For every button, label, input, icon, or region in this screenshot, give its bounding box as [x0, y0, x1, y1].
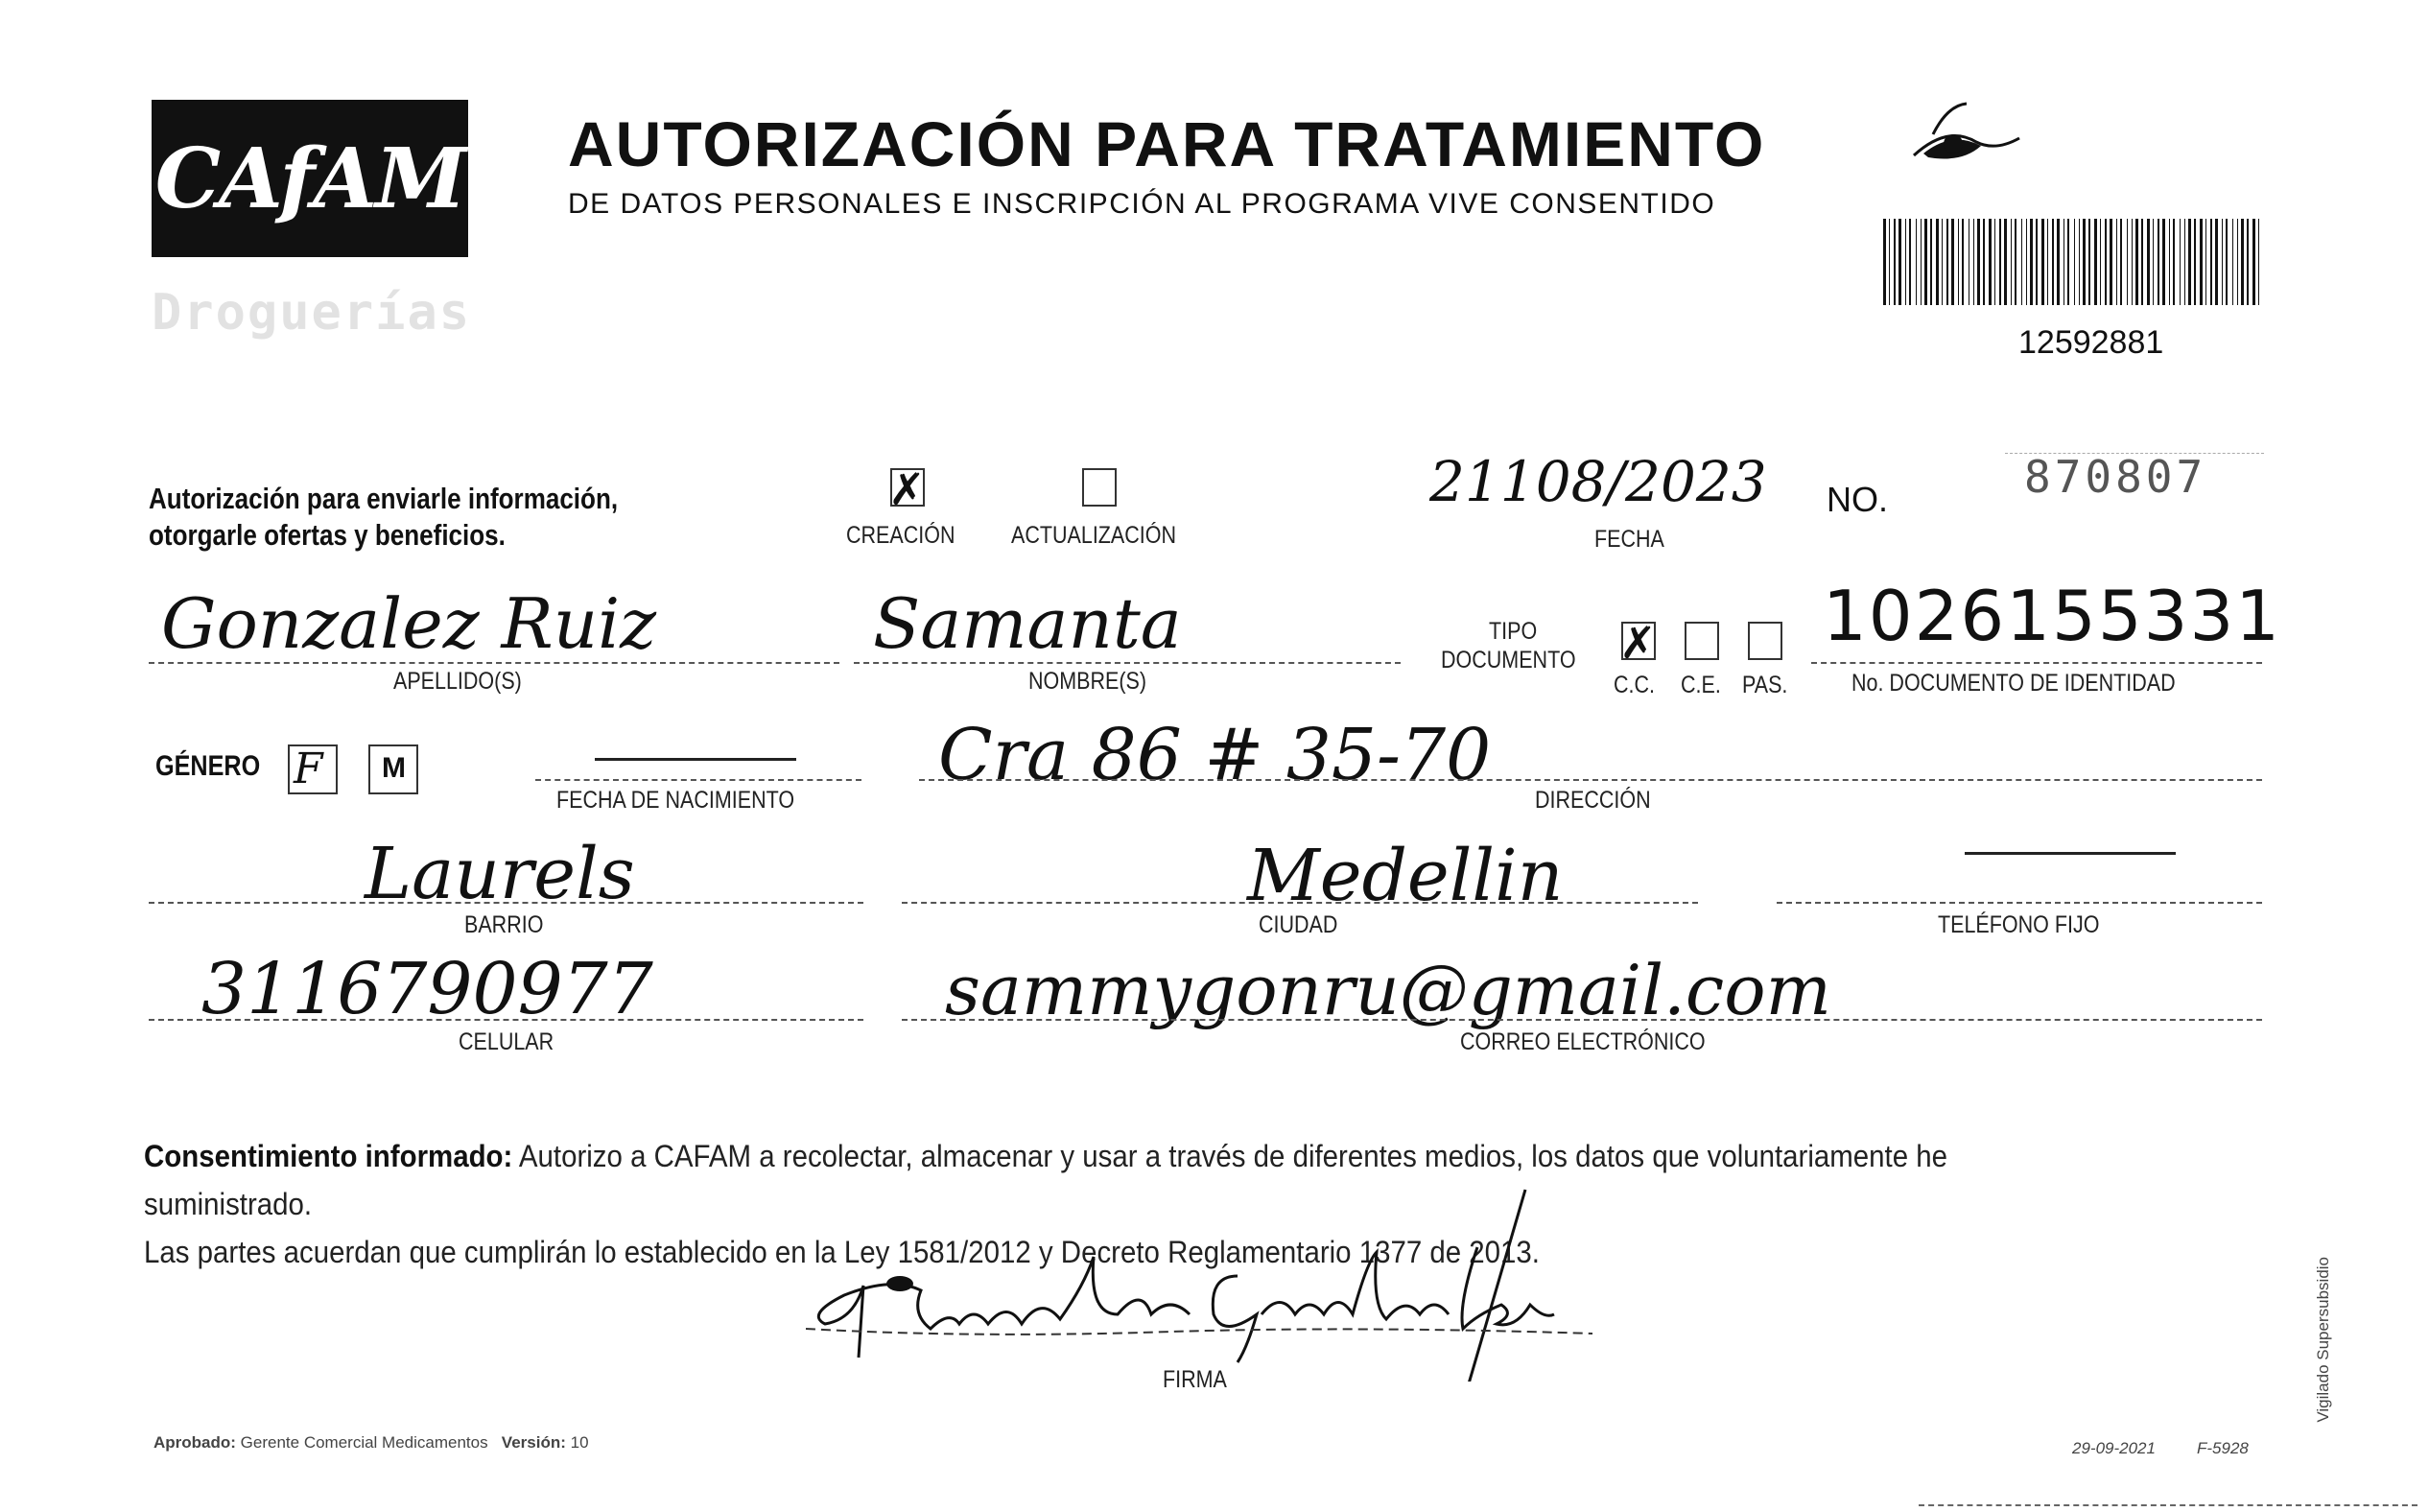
barrio-value: Laurels	[365, 833, 635, 915]
barcode-bar	[2041, 219, 2044, 305]
logo-subtitle: Droguerías	[152, 284, 472, 342]
direccion-label: DIRECCIÓN	[1535, 787, 1651, 814]
consent-heading: Consentimiento informado:	[144, 1139, 513, 1173]
barcode-bar	[1999, 219, 2001, 305]
barcode-bar	[1921, 219, 1922, 305]
barcode-bar	[2205, 219, 2206, 305]
barcode-bar	[2200, 219, 2203, 305]
consent-body-line1: Autorizo a CAFAM a recolectar, almacenar y usar a través de diferentes medios, los datos que voluntariamente he suministrado.	[144, 1139, 1948, 1221]
barcode-bar	[2158, 219, 2159, 305]
barcode-bar	[2063, 219, 2064, 305]
barcode-bar	[1930, 219, 1932, 305]
correo-value: sammygonru@gmail.com	[945, 950, 1831, 1030]
cc-label: C.C.	[1614, 672, 1655, 698]
fecha-nacimiento-field[interactable]	[535, 779, 861, 781]
barcode-bar	[2141, 219, 2143, 305]
no-value: 870807	[2024, 451, 2207, 503]
direccion-field[interactable]	[919, 779, 2262, 781]
barcode-bar	[2052, 219, 2054, 305]
ciudad-field[interactable]	[902, 902, 1698, 904]
barcode-number: 12592881	[2018, 324, 2164, 361]
barcode-bar	[2021, 219, 2022, 305]
barcode-bar	[2074, 219, 2075, 305]
footer-form-code: F-5928	[2197, 1439, 2249, 1457]
cc-check-mark: ✗	[1619, 617, 1657, 669]
barcode-bar	[1951, 219, 1954, 305]
barcode-bar	[2184, 219, 2185, 305]
signature-drawing	[787, 1170, 1612, 1382]
apellidos-label: APELLIDO(S)	[393, 668, 522, 695]
barcode-bar	[2110, 219, 2112, 305]
direccion-value: Cra 86 # 35-70	[938, 714, 1492, 796]
fecha-nacimiento-stroke	[595, 758, 796, 761]
barcode-bar	[1924, 219, 1927, 305]
barcode-bar	[2215, 219, 2218, 305]
fecha-nacimiento-label: FECHA DE NACIMIENTO	[556, 787, 795, 814]
barcode-bar	[2100, 219, 2101, 305]
barcode-bar	[2083, 219, 2086, 305]
logo-text: CAfAM	[154, 130, 465, 227]
barcode-bar	[2162, 219, 2165, 305]
barcode-bar	[2105, 219, 2107, 305]
barcode-bar	[1894, 219, 1896, 305]
barcode-bar	[2180, 219, 2181, 305]
version-value: 10	[570, 1433, 589, 1452]
documento-label: DOCUMENTO	[1441, 647, 1576, 673]
barcode-bar	[1936, 219, 1939, 305]
barcode-bar	[2210, 219, 2212, 305]
barcode-bar	[2252, 219, 2255, 305]
barcode-bar	[2135, 219, 2138, 305]
barcode-bar	[1977, 219, 1980, 305]
barcode-bar	[2015, 219, 2016, 305]
actualizacion-checkbox[interactable]	[1082, 468, 1117, 507]
ce-checkbox[interactable]	[1685, 622, 1719, 660]
genero-label: GÉNERO	[155, 750, 261, 782]
ciudad-value: Medellin	[1247, 835, 1564, 917]
barrio-field[interactable]	[149, 902, 863, 904]
barcode-bar	[2173, 219, 2175, 305]
footer-date-code: 29-09-2021	[2072, 1439, 2156, 1457]
authorization-text-line1: Autorización para enviarle información,	[149, 482, 619, 515]
correo-label: CORREO ELECTRÓNICO	[1460, 1028, 1706, 1055]
genero-f-mark: F	[294, 744, 323, 793]
celular-label: CELULAR	[459, 1028, 554, 1055]
barcode-bar	[2116, 219, 2117, 305]
barcode-bar	[2036, 219, 2038, 305]
barcode-bar	[1905, 219, 1906, 305]
doc-value: 1026155331	[1823, 576, 2282, 656]
bottom-edge-dashes	[1919, 1504, 2417, 1506]
celular-value: 3116790977	[201, 948, 653, 1030]
barcode-bar	[2030, 219, 2033, 305]
fecha-value: 21108/2023	[1429, 449, 1767, 514]
barcode-bar	[1994, 219, 1995, 305]
barcode-bar	[2153, 219, 2154, 305]
barcode-bar	[2147, 219, 2150, 305]
barcode-bar	[2094, 219, 2097, 305]
doc-label: No. DOCUMENTO DE IDENTIDAD	[1851, 670, 2176, 697]
firma-label: FIRMA	[1163, 1366, 1227, 1393]
barcode-bar	[2194, 219, 2196, 305]
vigilado-vertical-text: Vigilado Supersubsidio	[2314, 1257, 2332, 1423]
telefono-field[interactable]	[1777, 902, 2262, 904]
barcode-bar	[1946, 219, 1948, 305]
aprobado-value: Gerente Comercial Medicamentos	[240, 1433, 488, 1452]
barcode-bar	[1883, 219, 1886, 305]
barcode-bar	[2120, 219, 2122, 305]
telefono-stroke	[1965, 852, 2176, 855]
barcode-bar	[2188, 219, 2191, 305]
aprobado-label: Aprobado:	[153, 1433, 236, 1452]
barcode-bar	[2004, 219, 2007, 305]
version-label: Versión:	[501, 1433, 566, 1452]
fecha-label: FECHA	[1594, 526, 1664, 553]
barcode-bar	[2169, 219, 2170, 305]
barcode-bar	[1942, 219, 1943, 305]
barcode-bar	[2237, 219, 2238, 305]
document-title: AUTORIZACIÓN PARA TRATAMIENTO	[568, 108, 1766, 179]
barcode-bar	[1973, 219, 1974, 305]
nombres-value: Samanta	[873, 583, 1182, 664]
barcode-bar	[1983, 219, 1985, 305]
barcode-bar	[2226, 219, 2228, 305]
no-underline	[2005, 453, 2264, 454]
consent-body-line2: Las partes acuerdan que cumplirán lo establecido en la Ley 1581/2012 y Decreto Reglamentario 1377 de 2013.	[144, 1235, 1540, 1269]
barcode-bar	[1898, 219, 1901, 305]
barcode-bar	[1909, 219, 1911, 305]
apellidos-value: Gonzalez Ruiz	[161, 583, 657, 664]
barcode-bar	[1989, 219, 1992, 305]
pas-checkbox[interactable]	[1748, 622, 1782, 660]
barcode-bar	[2247, 219, 2249, 305]
barcode-bar	[2026, 219, 2027, 305]
creacion-label: CREACIÓN	[846, 522, 955, 549]
actualizacion-label: ACTUALIZACIÓN	[1011, 522, 1177, 549]
barcode-bar	[1958, 219, 1959, 305]
barcode-bar	[2057, 219, 2060, 305]
barcode-bar	[2127, 219, 2128, 305]
barcode-bar	[2258, 219, 2259, 305]
tipo-label: TIPO	[1489, 618, 1538, 645]
barrio-label: BARRIO	[464, 911, 544, 938]
ciudad-label: CIUDAD	[1259, 911, 1338, 938]
barcode-bar	[2222, 219, 2223, 305]
document-subtitle: DE DATOS PERSONALES E INSCRIPCIÓN AL PROGRAMA VIVE CONSENTIDO	[568, 188, 1716, 220]
barcode-bar	[2132, 219, 2133, 305]
celular-field[interactable]	[149, 1019, 863, 1021]
creacion-check-mark: ✗	[888, 463, 926, 515]
ce-label: C.E.	[1681, 672, 1721, 698]
eye-icon	[1909, 96, 2024, 173]
cafam-logo	[152, 100, 468, 257]
barcode	[1883, 219, 2265, 305]
barcode-bar	[2241, 219, 2244, 305]
no-label: NO.	[1827, 480, 1889, 519]
apellidos-field[interactable]	[149, 662, 839, 664]
barcode-bar	[1916, 219, 1917, 305]
nombres-field[interactable]	[854, 662, 1401, 664]
footer-approval	[153, 1433, 589, 1453]
correo-field[interactable]	[902, 1019, 2262, 1021]
telefono-label: TELÉFONO FIJO	[1938, 911, 2100, 938]
genero-m-label: M	[382, 752, 406, 784]
barcode-bar	[2079, 219, 2080, 305]
barcode-bar	[1889, 219, 1890, 305]
barcode-bar	[2088, 219, 2090, 305]
pas-label: PAS.	[1742, 672, 1788, 698]
barcode-bar	[2047, 219, 2048, 305]
doc-field[interactable]	[1811, 662, 2262, 664]
nombres-label: NOMBRE(S)	[1028, 668, 1147, 695]
barcode-bar	[2011, 219, 2012, 305]
barcode-bar	[1962, 219, 1964, 305]
authorization-text-line2: otorgarle ofertas y beneficios.	[149, 518, 506, 552]
barcode-bar	[2232, 219, 2233, 305]
barcode-bar	[2067, 219, 2069, 305]
